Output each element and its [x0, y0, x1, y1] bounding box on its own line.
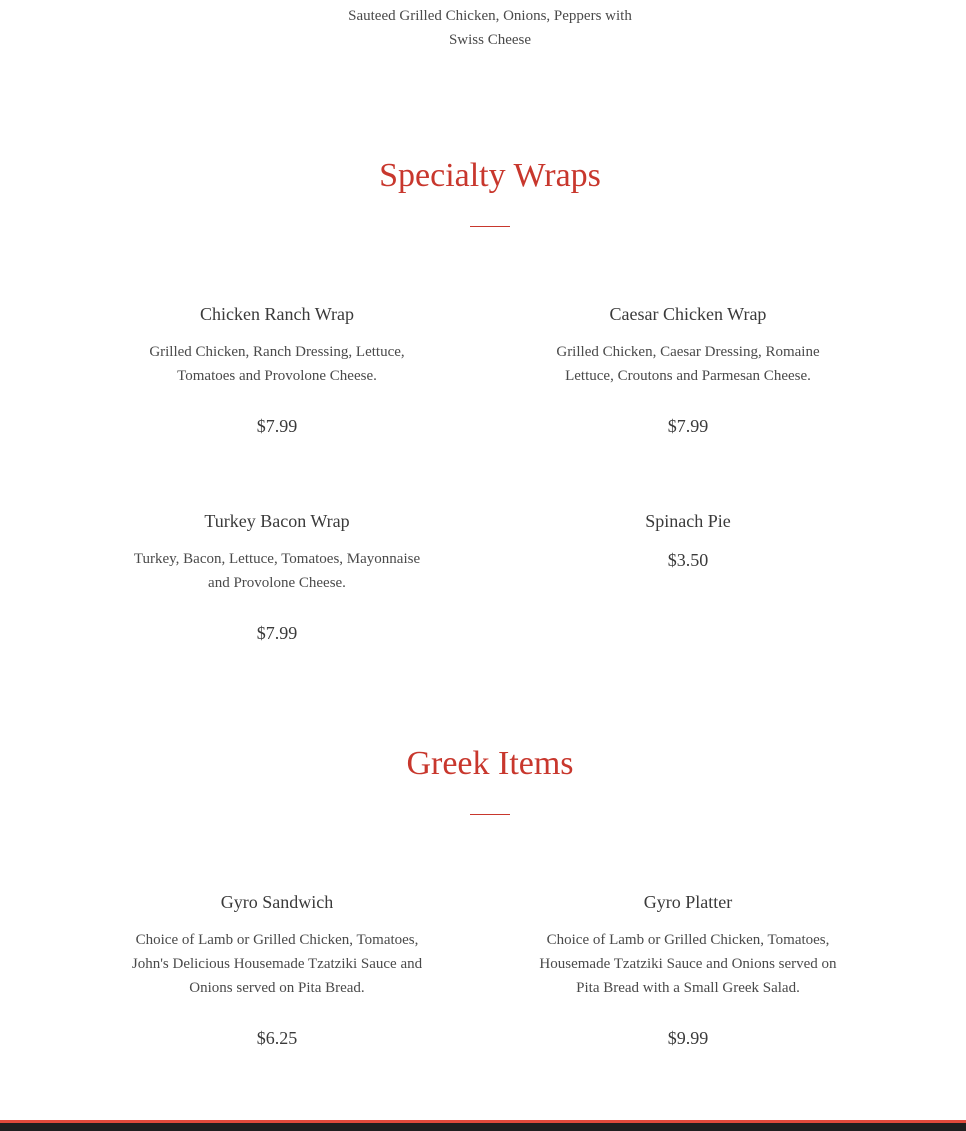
item-description: Choice of Lamb or Grilled Chicken, Tomatoes, Housemade Tzatziki Sauce and Onions served on Pita Bread with a Small Greek Salad. [539, 932, 837, 996]
item-price: $3.50 [667, 550, 709, 570]
section-title-specialty-wraps: Specialty Wraps [379, 157, 601, 194]
item-description: Choice of Lamb or Grilled Chicken, Tomatoes, John's Delicious Housemade Tzatziki Sauce and Onions served on Pita Bread. [131, 932, 423, 996]
item-name: Gyro Sandwich [220, 892, 334, 912]
footer-bar [0, 1120, 966, 1131]
section-divider [470, 814, 510, 815]
item-price: $7.99 [667, 416, 709, 436]
menu-item-gyro-sandwich [127, 890, 427, 1050]
section-title-greek-items: Greek Items [406, 745, 574, 782]
item-name: Caesar Chicken Wrap [609, 304, 767, 324]
menu-item-caesar-chicken-wrap [538, 302, 838, 438]
item-price: $7.99 [256, 623, 298, 643]
item-price: $7.99 [256, 416, 298, 436]
section-divider [470, 226, 510, 227]
item-description: Grilled Chicken, Caesar Dressing, Romaine Lettuce, Croutons and Parmesan Cheese. [556, 344, 820, 384]
item-name: Turkey Bacon Wrap [204, 511, 350, 531]
item-name: Gyro Platter [643, 892, 733, 912]
item-name: Chicken Ranch Wrap [200, 304, 354, 324]
menu-item-turkey-bacon-wrap [127, 509, 427, 645]
item-price: $9.99 [667, 1028, 709, 1048]
item-description: Turkey, Bacon, Lettuce, Tomatoes, Mayonnaise and Provolone Cheese. [133, 551, 421, 591]
item-price: $6.25 [256, 1028, 298, 1048]
menu-item-gyro-platter [538, 890, 838, 1050]
item-description: Sauteed Grilled Chicken, Onions, Peppers with Swiss Cheese [348, 8, 632, 48]
item-name: Spinach Pie [645, 511, 731, 531]
item-description: Grilled Chicken, Ranch Dressing, Lettuce, Tomatoes and Provolone Cheese. [149, 344, 405, 384]
menu-item-spinach-pie [538, 509, 838, 572]
menu-item-chicken-ranch-wrap [127, 302, 427, 438]
